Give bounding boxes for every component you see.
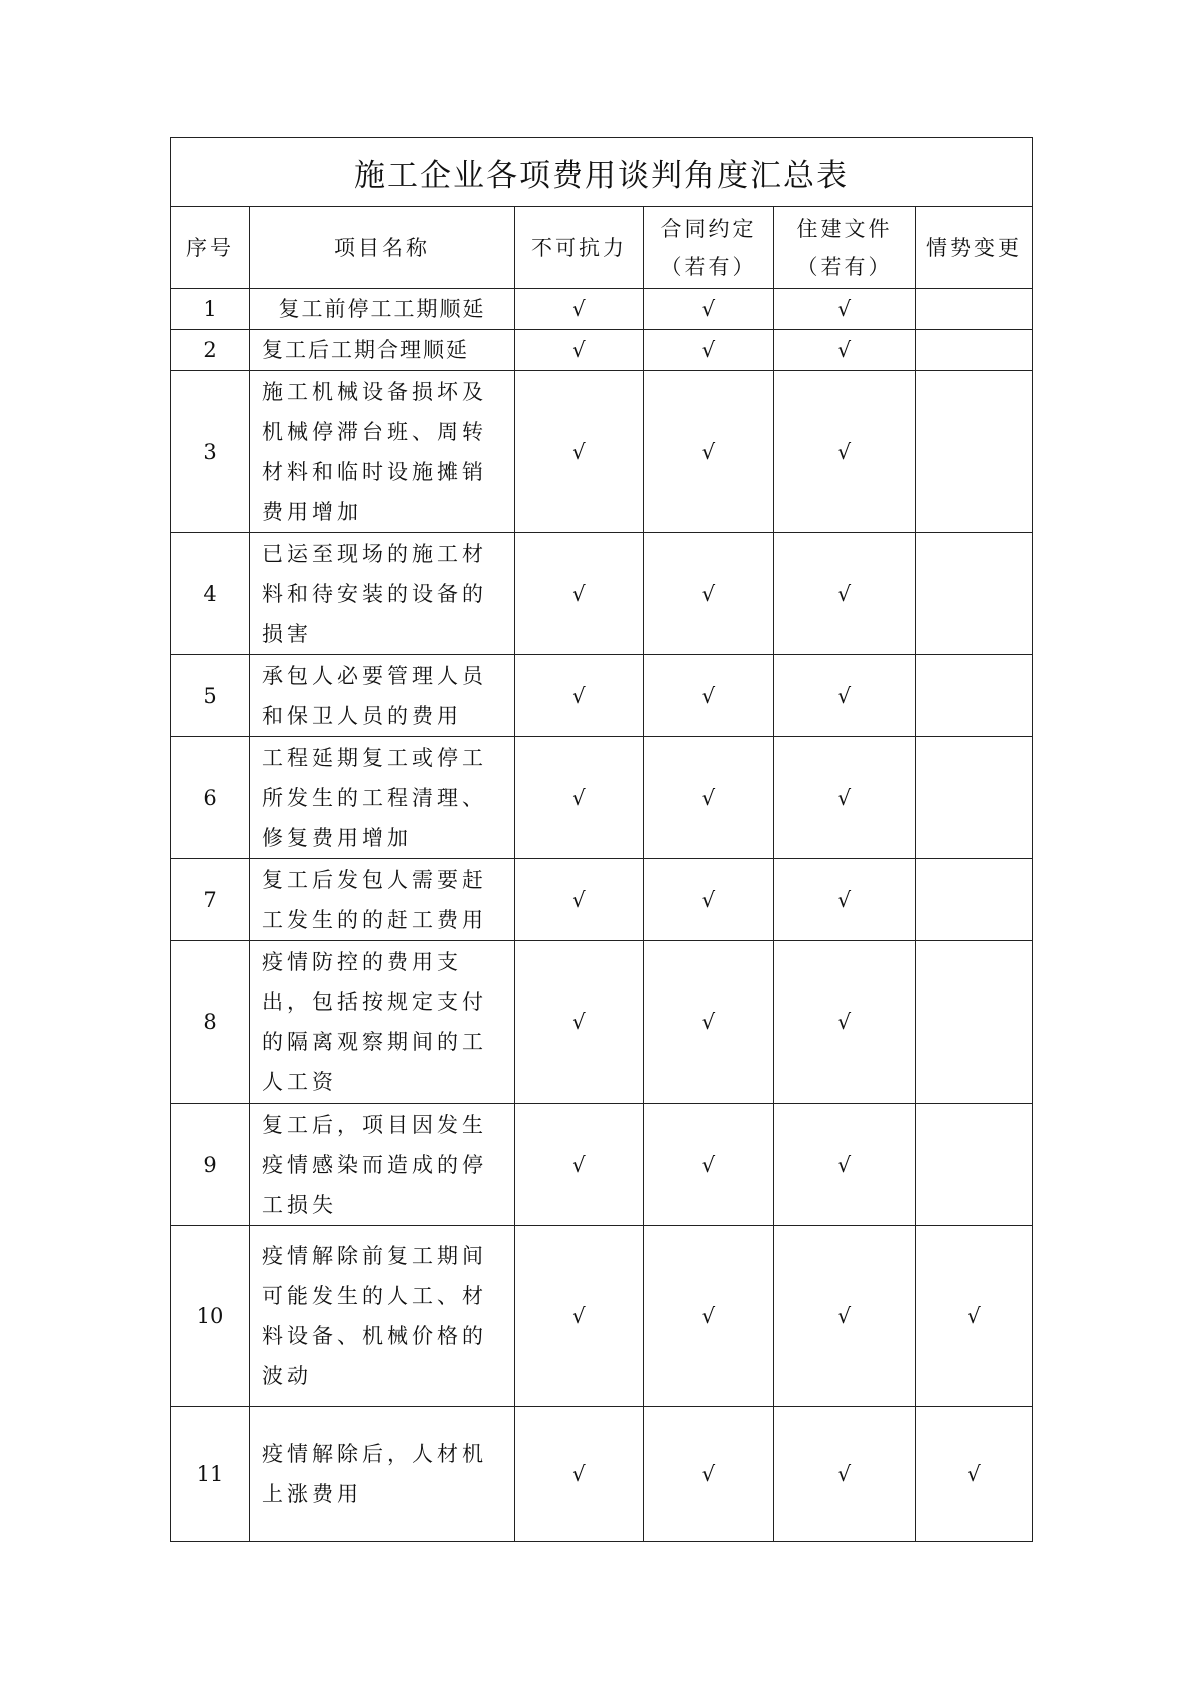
row-number: 9 <box>171 1104 250 1226</box>
contract-check: √ <box>644 1104 774 1226</box>
row-number: 7 <box>171 859 250 941</box>
situation-change-check <box>916 737 1033 859</box>
force-majeure-check: √ <box>515 1226 644 1407</box>
situation-change-check <box>916 533 1033 655</box>
force-majeure-check: √ <box>515 1104 644 1226</box>
header-contract-line1: 合同约定 <box>660 216 757 241</box>
row-number: 6 <box>171 737 250 859</box>
housing-docs-check: √ <box>774 1226 916 1407</box>
housing-docs-check: √ <box>774 289 916 330</box>
force-majeure-check: √ <box>515 655 644 737</box>
force-majeure-check: √ <box>515 371 644 533</box>
force-majeure-check: √ <box>515 533 644 655</box>
housing-docs-check: √ <box>774 1407 916 1542</box>
table-row <box>171 371 1033 533</box>
housing-docs-check: √ <box>774 737 916 859</box>
contract-check: √ <box>644 737 774 859</box>
contract-check: √ <box>644 941 774 1104</box>
force-majeure-check: √ <box>515 1407 644 1542</box>
header-housing-line1: 住建文件 <box>796 216 893 241</box>
situation-change-check <box>916 859 1033 941</box>
title-row <box>171 138 1033 207</box>
row-item-name: 复工前停工工期顺延 <box>250 289 515 330</box>
table-row <box>171 1226 1033 1407</box>
row-number: 4 <box>171 533 250 655</box>
housing-docs-check: √ <box>774 941 916 1104</box>
force-majeure-check: √ <box>515 330 644 371</box>
situation-change-check: √ <box>916 1226 1033 1407</box>
table-row <box>171 859 1033 941</box>
row-item-name: 已运至现场的施工材料和待安装的设备的损害 <box>250 533 515 655</box>
row-number: 11 <box>171 1407 250 1542</box>
row-number: 2 <box>171 330 250 371</box>
table-row <box>171 941 1033 1104</box>
situation-change-check <box>916 330 1033 371</box>
row-number: 8 <box>171 941 250 1104</box>
row-number: 5 <box>171 655 250 737</box>
housing-docs-check: √ <box>774 655 916 737</box>
situation-change-check: √ <box>916 1407 1033 1542</box>
situation-change-check <box>916 941 1033 1104</box>
row-number: 3 <box>171 371 250 533</box>
contract-check: √ <box>644 371 774 533</box>
contract-check: √ <box>644 1407 774 1542</box>
housing-docs-check: √ <box>774 1104 916 1226</box>
contract-check: √ <box>644 859 774 941</box>
force-majeure-check: √ <box>515 859 644 941</box>
row-item-name: 复工后发包人需要赶工发生的的赶工费用 <box>250 859 515 941</box>
table-row <box>171 655 1033 737</box>
contract-check: √ <box>644 330 774 371</box>
housing-docs-check: √ <box>774 330 916 371</box>
housing-docs-check: √ <box>774 533 916 655</box>
table-row <box>171 330 1033 371</box>
force-majeure-check: √ <box>515 737 644 859</box>
header-contract <box>644 207 774 289</box>
header-force-majeure: 不可抗力 <box>515 207 644 289</box>
situation-change-check <box>916 655 1033 737</box>
table-row <box>171 289 1033 330</box>
contract-check: √ <box>644 289 774 330</box>
row-item-name: 疫情解除后，人材机上涨费用 <box>250 1407 515 1542</box>
contract-check: √ <box>644 1226 774 1407</box>
cost-negotiation-table <box>170 137 1033 1542</box>
situation-change-check <box>916 1104 1033 1226</box>
row-item-name: 疫情防控的费用支出，包括按规定支付的隔离观察期间的工人工资 <box>250 941 515 1104</box>
row-item-name: 复工后工期合理顺延 <box>250 330 515 371</box>
header-seq: 序号 <box>171 207 250 289</box>
row-number: 1 <box>171 289 250 330</box>
row-item-name: 承包人必要管理人员和保卫人员的费用 <box>250 655 515 737</box>
header-housing-line2: （若有） <box>796 254 893 279</box>
header-item-name: 项目名称 <box>250 207 515 289</box>
row-number: 10 <box>171 1226 250 1407</box>
situation-change-check <box>916 289 1033 330</box>
row-item-name: 疫情解除前复工期间可能发生的人工、材料设备、机械价格的波动 <box>250 1226 515 1407</box>
row-item-name: 工程延期复工或停工所发生的工程清理、修复费用增加 <box>250 737 515 859</box>
housing-docs-check: √ <box>774 859 916 941</box>
situation-change-check <box>916 371 1033 533</box>
table-row <box>171 1104 1033 1226</box>
table-title: 施工企业各项费用谈判角度汇总表 <box>171 138 1033 207</box>
table-row <box>171 737 1033 859</box>
header-row <box>171 207 1033 289</box>
table-row <box>171 1407 1033 1542</box>
contract-check: √ <box>644 655 774 737</box>
header-contract-line2: （若有） <box>660 254 757 279</box>
table-row <box>171 533 1033 655</box>
row-item-name: 复工后，项目因发生疫情感染而造成的停工损失 <box>250 1104 515 1226</box>
row-item-name: 施工机械设备损坏及机械停滞台班、周转材料和临时设施摊销费用增加 <box>250 371 515 533</box>
housing-docs-check: √ <box>774 371 916 533</box>
force-majeure-check: √ <box>515 941 644 1104</box>
contract-check: √ <box>644 533 774 655</box>
header-housing-docs <box>774 207 916 289</box>
header-situation-change: 情势变更 <box>916 207 1033 289</box>
force-majeure-check: √ <box>515 289 644 330</box>
